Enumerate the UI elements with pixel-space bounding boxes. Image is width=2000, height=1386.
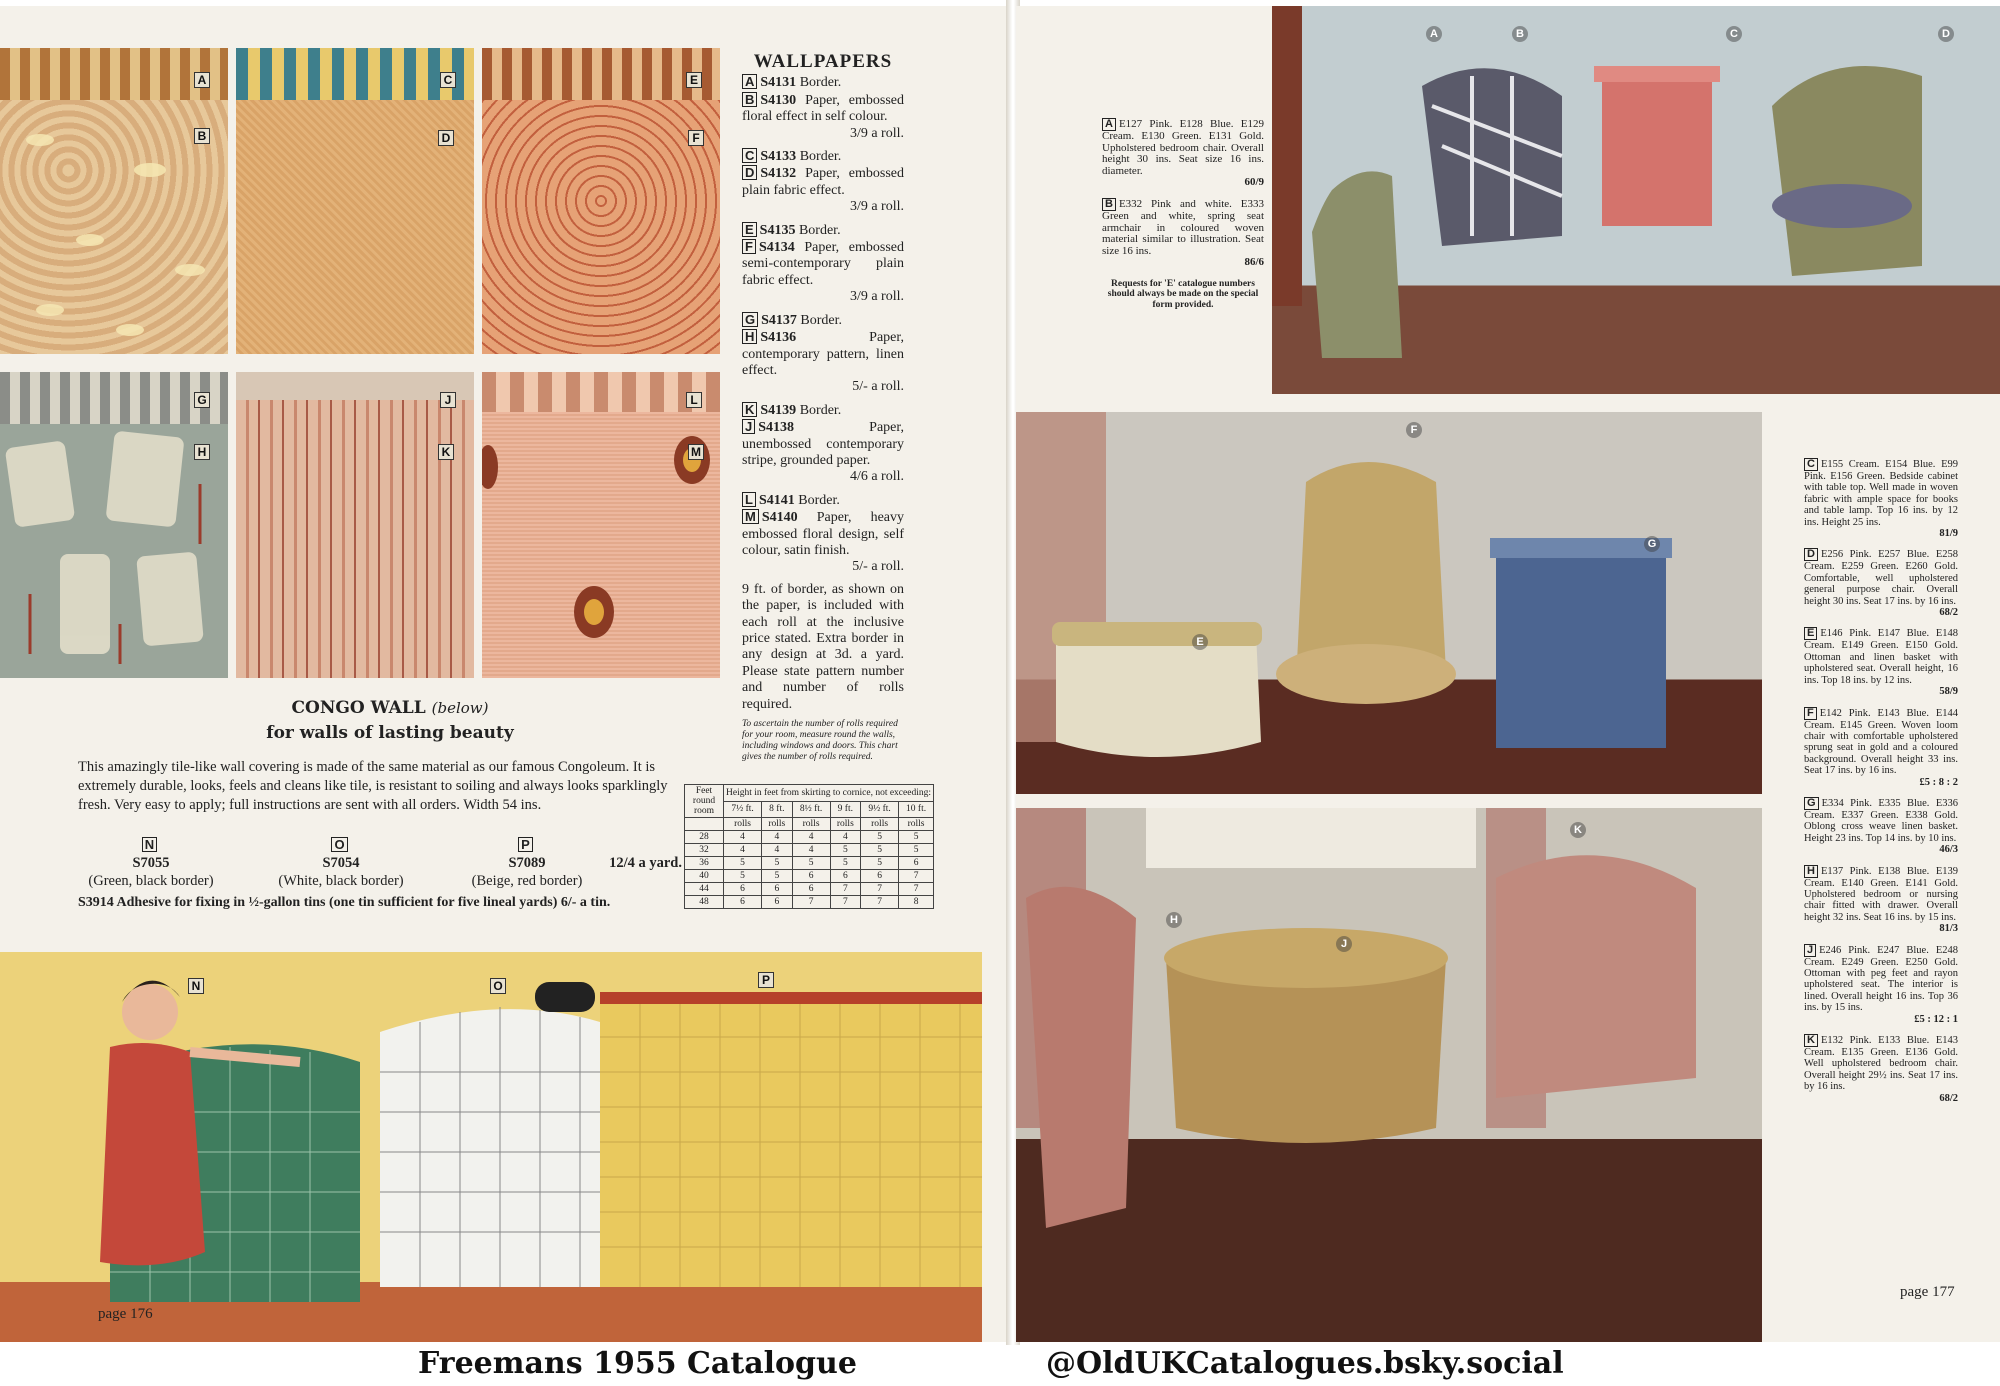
footer-social-handle: @OldUKCatalogues.bsky.social: [1046, 1346, 1564, 1381]
wallpaper-item: G S4137 Border. H S4136 Paper, contemporary pattern, linen effect. 5/- a roll.: [742, 311, 904, 395]
footer-catalogue-title: Freemans 1955 Catalogue: [418, 1346, 857, 1381]
swatch-label-j: J: [440, 392, 456, 408]
swatch-label-h: H: [194, 444, 210, 460]
roll-chart-row: [685, 844, 934, 857]
photo-label-c: C: [1726, 26, 1742, 42]
roll-chart-height: 9½ ft.: [861, 801, 899, 818]
roll-chart-feet-header: Feet round room: [685, 785, 724, 818]
wallpaper-price: 3/9 a roll.: [849, 125, 904, 141]
swatch-label-b: B: [194, 128, 210, 144]
form-request-note: Requests for 'E' catalogue numbers should always be made on the special form provided.: [1107, 278, 1259, 310]
roll-chart-unit: rolls: [830, 818, 860, 831]
roll-chart-feet: 40: [685, 870, 724, 883]
photo-label-b: B: [1512, 26, 1528, 42]
wallpaper-price: 5/- a roll.: [852, 379, 904, 395]
pink-chairs-ottoman-scene: [1016, 808, 1762, 1342]
congo-wall-illustration: [0, 952, 982, 1342]
photo-label-k: K: [1570, 822, 1586, 838]
congo-product-o: O S7054 (White, black border): [278, 837, 404, 889]
photo-furniture-e-g: [1016, 412, 1762, 794]
roll-chart-row: [685, 896, 934, 909]
page-number-left: page 176: [98, 1306, 153, 1322]
swatch-label-a: A: [194, 72, 210, 88]
illus-label-p: P: [758, 972, 774, 988]
roll-chart: [684, 784, 934, 909]
roll-chart-feet: 28: [685, 831, 724, 844]
measure-note: To ascertain the number of rolls required for your room, measure round the walls, including windows and doors. This chart gives the number of rolls required.: [742, 719, 898, 763]
swatch-label-f: F: [688, 130, 704, 146]
border-note: 9 ft. of border, as shown on the paper, is included with each roll at the inclusive price stated. Extra border in any design at 3d. a yard. Please state pattern number and number of rolls required.: [742, 581, 904, 712]
photo-label-e: E: [1192, 634, 1208, 650]
roll-chart-cell: 5: [830, 857, 860, 870]
roll-chart-unit: rolls: [724, 818, 762, 831]
congo-subheading: for walls of lasting beauty: [266, 723, 514, 743]
congo-wall-scene: [0, 952, 982, 1342]
roll-chart-cell: 6: [762, 896, 792, 909]
roll-chart-cell: 5: [830, 844, 860, 857]
roll-chart-cell: 5: [861, 857, 899, 870]
roll-chart-cell: 4: [724, 844, 762, 857]
roll-chart-cell: 4: [762, 831, 792, 844]
congo-heading: CONGO WALL (below) for walls of lasting beauty: [266, 698, 514, 743]
ottoman-chair-basket-scene: [1016, 412, 1762, 794]
roll-chart-cell: 4: [724, 831, 762, 844]
swatch-lm: [482, 372, 720, 678]
roll-chart-feet: 36: [685, 857, 724, 870]
swatch-ab: [0, 48, 228, 354]
swatch-cd: [236, 48, 474, 354]
roll-chart-row: [685, 831, 934, 844]
roll-chart-unit: rolls: [899, 818, 934, 831]
roll-chart-cell: 6: [861, 870, 899, 883]
description-a-b: [1102, 118, 1264, 310]
roll-chart-unit: rolls: [861, 818, 899, 831]
photo-label-f: F: [1406, 422, 1422, 438]
wallpaper-item: A S4131 Border. B S4130 Paper, embossed floral effect in self colour. 3/9 a roll.: [742, 74, 904, 141]
desc-item-a: A E127 Pink. E128 Blue. E129 Cream. E130 Green. E131 Gold. Upholstered bedroom chair. Overall height 30 ins. Seat size 16 ins. diameter. 60/9: [1102, 118, 1264, 189]
left-page: [0, 6, 1012, 1342]
roll-chart-cell: 5: [792, 857, 830, 870]
roll-chart-height: 9 ft.: [830, 801, 860, 818]
photo-chairs-a-d: [1272, 6, 2000, 394]
swatch-gh: [0, 372, 228, 678]
roll-chart-row: [685, 870, 934, 883]
roll-chart-feet: 32: [685, 844, 724, 857]
photo-label-g: G: [1644, 536, 1660, 552]
illus-label-o: O: [490, 978, 506, 994]
swatch-label-e: E: [686, 72, 702, 88]
swatch-label-g: G: [194, 392, 210, 408]
swatch-label-l: L: [686, 392, 702, 408]
roll-chart-cell: 5: [861, 831, 899, 844]
roll-chart-cell: 6: [724, 896, 762, 909]
desc-item-d: D E256 Pink. E257 Blue. E258 Cream. E259 Green. E260 Gold. Comfortable, well upholstered general purpose chair. Overall height 30 ins. Seat 17 ins. by 16 ins. 68/2: [1804, 548, 1958, 619]
desc-item-k: K E132 Pink. E133 Blue. E143 Cream. E135 Green. E136 Gold. Well upholstered bedroom chair. Overall height 29½ ins. Seat 17 ins. by 16 ins. 68/2: [1804, 1034, 1958, 1104]
wallpaper-item: L S4141 Border. M S4140 Paper, heavy embossed floral design, self colour, satin finish. 5/- a roll.: [742, 491, 905, 575]
photo-label-h: H: [1166, 912, 1182, 928]
roll-chart-height: 7½ ft.: [724, 801, 762, 818]
photo-furniture-h-k: [1016, 808, 1762, 1342]
roll-chart-height-header: Height in feet from skirting to cornice, not exceeding:: [724, 785, 934, 802]
roll-chart-unit: rolls: [792, 818, 830, 831]
roll-chart-cell: 6: [830, 870, 860, 883]
page-number-right: page 177: [1900, 1284, 1955, 1300]
roll-chart-cell: 7: [899, 870, 934, 883]
wallpaper-price: 4/6 a roll.: [849, 469, 904, 485]
photo-label-a: A: [1426, 26, 1442, 42]
roll-chart-cell: 5: [899, 844, 934, 857]
roll-chart-cell: 4: [762, 844, 792, 857]
swatch-label-c: C: [440, 72, 456, 88]
roll-chart-cell: 5: [724, 857, 762, 870]
photo-label-d: D: [1938, 26, 1954, 42]
wallpaper-price: 3/9 a roll.: [849, 289, 904, 305]
wallpaper-price: 5/- a roll.: [852, 559, 904, 575]
wallpaper-item: K S4139 Border. J S4138 Paper, unembossed contemporary stripe, grounded paper. 4/6 a roll.: [742, 401, 904, 485]
bedroom-chairs-scene: [1272, 6, 2000, 394]
roll-chart-height: 10 ft.: [899, 801, 934, 818]
contemporary-pattern-icon: [0, 424, 228, 678]
desc-item-f: F E142 Pink. E143 Blue. E144 Cream. E145 Green. Woven loom chair with comfortable upholstered sprung seat in gold and a coloured background. Overall height 33 ins. Seat 17 ins. by 16 ins. £5 : 8 : 2: [1804, 706, 1958, 788]
congo-description: This amazingly tile-like wall covering is made of the same material as our famous Congoleum. It is extremely durable, looks, feels and cleans like tile, is resistant to soiling and always looks sparklingly fresh. Very easy to apply; full instructions are sent with all orders. Width 54 ins.: [78, 759, 668, 813]
swatch-label-k: K: [438, 444, 454, 460]
desc-item-h: H E137 Pink. E138 Blue. E139 Cream. E140 Green. E141 Gold. Upholstered bedroom or nursing chair fitted with drawer. Overall height 32 ins. Seat 16 ins. by 15 ins. 81/3: [1804, 864, 1958, 935]
medallion-icon: [482, 412, 720, 678]
roll-chart-row: [685, 883, 934, 896]
roll-chart-cell: 7: [792, 896, 830, 909]
roll-chart-cell: 5: [861, 844, 899, 857]
roll-chart-cell: 7: [861, 883, 899, 896]
roll-chart-cell: 6: [899, 857, 934, 870]
wallpapers-title: WALLPAPERS: [753, 51, 893, 72]
roll-chart-cell: 7: [861, 896, 899, 909]
roll-chart-height: 8 ft.: [762, 801, 792, 818]
swatch-label-d: D: [438, 130, 454, 146]
adhesive-line: S3914 Adhesive for fixing in ½-gallon tins (one tin sufficient for five lineal yards) 6/- a tin.: [78, 895, 611, 910]
roll-chart-cell: 5: [899, 831, 934, 844]
wallpaper-item: E S4135 Border. F S4134 Paper, embossed semi-contemporary plain fabric effect. 3/9 a roll.: [742, 221, 904, 305]
roll-chart-cell: 7: [830, 883, 860, 896]
roll-chart-cell: 4: [792, 831, 830, 844]
desc-item-j: J E246 Pink. E247 Blue. E248 Cream. E249 Green. E250 Gold. Ottoman with peg feet and rayon upholstered seat. The interior is lined. Overall height 16 ins. Top 36 ins. by 15 ins. £5 : 12 : 1: [1804, 943, 1958, 1025]
congo-product-n: N S7055 (Green, black border): [88, 837, 214, 889]
roll-chart-cell: 4: [792, 844, 830, 857]
roll-chart-cell: 7: [830, 896, 860, 909]
roll-chart-cell: 6: [792, 870, 830, 883]
photo-label-j: J: [1336, 936, 1352, 952]
swatch-jk: [236, 372, 474, 678]
desc-item-e: E E146 Pink. E147 Blue. E148 Cream. E149 Green. E150 Gold. Ottoman and linen basket with upholstered seat. Overall height, 16 ins. Top 18 ins. by 12 ins. 58/9: [1804, 627, 1958, 698]
desc-item-b: B E332 Pink and white. E333 Green and white, spring seat armchair in coloured woven material similar to illustration. Seat size 16 ins. 86/6: [1102, 197, 1264, 269]
right-page: [1016, 6, 2000, 1342]
roll-chart-cell: 4: [830, 831, 860, 844]
wallpaper-price: 3/9 a roll.: [849, 199, 904, 215]
congo-price: 12/4 a yard.: [609, 855, 682, 871]
roll-chart-cell: 6: [762, 883, 792, 896]
desc-item-g: G E334 Pink. E335 Blue. E336 Cream. E337 Green. E338 Gold. Oblong cross weave linen basket. Height 23 ins. Top 14 ins. by 10 ins. 46/3: [1804, 796, 1958, 856]
roll-chart-feet: 48: [685, 896, 724, 909]
roll-chart-feet: 44: [685, 883, 724, 896]
roll-chart-cell: 7: [899, 883, 934, 896]
wallpaper-item: C S4133 Border. D S4132 Paper, embossed plain fabric effect. 3/9 a roll.: [742, 148, 904, 215]
roll-chart-cell: 8: [899, 896, 934, 909]
roll-chart-height: 8½ ft.: [792, 801, 830, 818]
swatch-ef: [482, 48, 720, 354]
congo-product-p: P S7089 (Beige, red border): [471, 837, 583, 889]
description-c-k: [1804, 458, 1958, 1113]
roll-chart-cell: 5: [724, 870, 762, 883]
desc-item-c: C E155 Cream. E154 Blue. E99 Pink. E156 Green. Bedside cabinet with table top. Well made in woven fabric with ample space for books and table lamp. Top 16 ins. by 12 ins. Height 25 ins. 81/9: [1804, 458, 1958, 540]
swatch-label-m: M: [688, 444, 704, 460]
roll-chart-cell: 6: [792, 883, 830, 896]
roll-chart-cell: 6: [724, 883, 762, 896]
roll-chart-row: [685, 857, 934, 870]
roll-chart-cell: 5: [762, 870, 792, 883]
roll-chart-unit: rolls: [762, 818, 792, 831]
wallpapers-column: [742, 51, 905, 763]
illus-label-n: N: [188, 978, 204, 994]
roll-chart-cell: 5: [762, 857, 792, 870]
